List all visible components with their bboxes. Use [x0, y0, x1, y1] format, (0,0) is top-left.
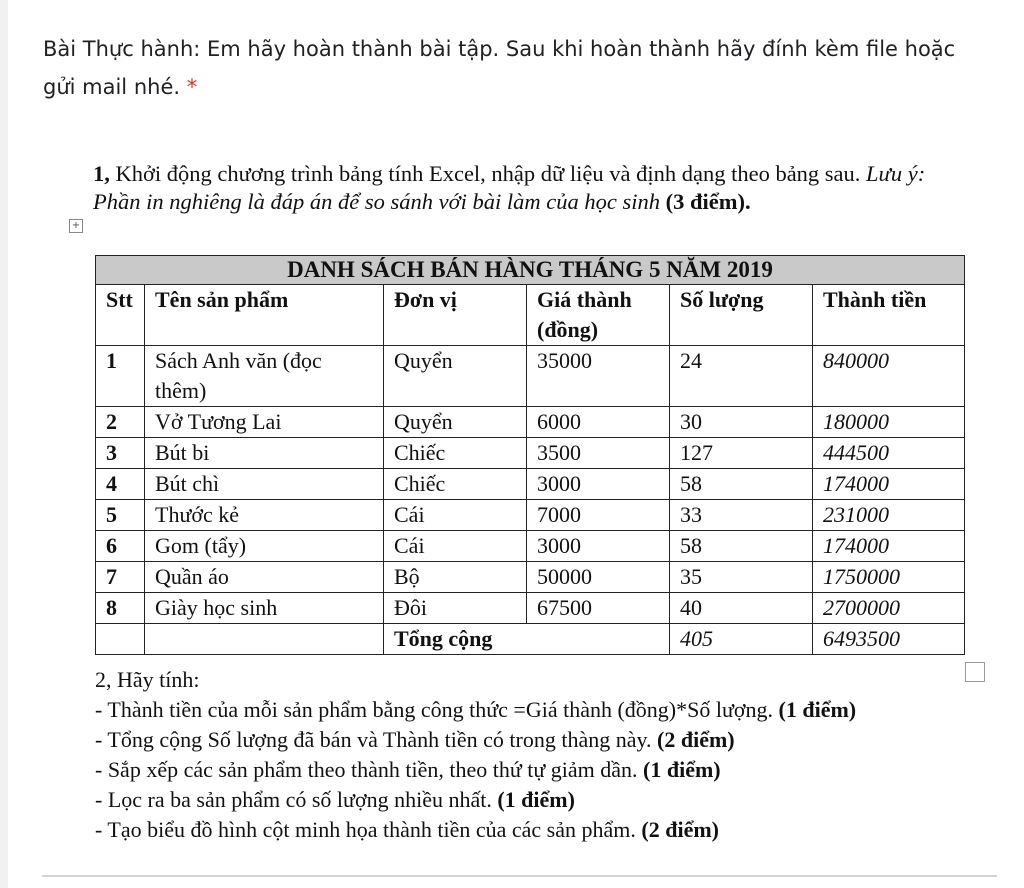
cell-total: 231000 — [813, 500, 965, 531]
intro-number: 1, — [93, 161, 110, 186]
task-points: (1 điểm) — [778, 697, 857, 722]
table-title: DANH SÁCH BÁN HÀNG THÁNG 5 NĂM 2019 — [96, 256, 965, 285]
table-move-handle-icon[interactable]: + — [69, 219, 83, 233]
cell-stt: 3 — [96, 438, 145, 469]
cell-stt: 4 — [96, 469, 145, 500]
cell-unit: Đôi — [384, 593, 527, 624]
cell-unit: Chiếc — [384, 469, 527, 500]
table-row — [96, 593, 965, 624]
cell-total: 2700000 — [813, 593, 965, 624]
table-row — [96, 500, 965, 531]
intro-note: Lưu ý: Phần in nghiêng là đáp án để so sánh với bài làm của học sinh — [93, 161, 926, 214]
cell-unit: Quyển — [384, 407, 527, 438]
task-item: - Thành tiền của mỗi sản phẩm bằng công thức =Giá thành (đồng)*Số lượng. (1 điểm) — [95, 697, 857, 722]
cell-name: Bút chì — [145, 469, 384, 500]
cell-qty: 40 — [670, 593, 813, 624]
cell-qty: 24 — [670, 346, 813, 407]
cell-stt: 7 — [96, 562, 145, 593]
header-name: Tên sản phẩm — [145, 285, 384, 346]
cell-total: 180000 — [813, 407, 965, 438]
cell-unit: Chiếc — [384, 438, 527, 469]
cell-unit: Bộ — [384, 562, 527, 593]
task-points: (2 điểm) — [641, 817, 719, 842]
task-points: (1 điểm) — [497, 787, 575, 812]
task-item: - Tổng cộng Số lượng đã bán và Thành tiền có trong thàng này. (2 điểm) — [95, 727, 735, 752]
table-row — [96, 531, 965, 562]
question-image — [71, 160, 970, 842]
total-label: Tổng cộng — [384, 624, 670, 655]
exercise-intro — [93, 160, 948, 216]
cell-unit: Quyển — [384, 346, 527, 407]
cell-qty: 35 — [670, 562, 813, 593]
cell-price: 67500 — [527, 593, 670, 624]
cell-name: Giày học sinh — [145, 593, 384, 624]
cell-stt: 8 — [96, 593, 145, 624]
cell-name: Bút bi — [145, 438, 384, 469]
table-row — [96, 562, 965, 593]
intro-text: Khởi động chương trình bảng tính Excel, nhập dữ liệu và định dạng theo bảng sau. — [109, 161, 867, 186]
task-item: - Tạo biểu đồ hình cột minh họa thành tiền của các sản phẩm. (2 điểm) — [95, 817, 719, 842]
cell-empty — [96, 624, 145, 655]
cell-stt: 5 — [96, 500, 145, 531]
cell-price: 35000 — [527, 346, 670, 407]
header-total: Thành tiền — [813, 285, 965, 346]
cell-total: 174000 — [813, 531, 965, 562]
cell-name: Thước kẻ — [145, 500, 384, 531]
cell-price: 7000 — [527, 500, 670, 531]
cell-name: Gom (tẩy) — [145, 531, 384, 562]
total-amount: 6493500 — [813, 624, 965, 655]
question-text: Bài Thực hành: Em hãy hoàn thành bài tập. Sau khi hoàn thành hãy đính kèm file hoặc gửi mail nhé. — [43, 37, 956, 99]
cell-total: 840000 — [813, 346, 965, 407]
tasks-section — [95, 665, 965, 845]
table-row — [96, 407, 965, 438]
cell-price: 3000 — [527, 469, 670, 500]
task-item: - Sắp xếp các sản phẩm theo thành tiền, theo thứ tự giảm dần. (1 điểm) — [95, 757, 721, 782]
question-title — [43, 30, 993, 106]
total-row — [96, 624, 965, 655]
cell-price: 3000 — [527, 531, 670, 562]
cell-qty: 30 — [670, 407, 813, 438]
cell-price: 50000 — [527, 562, 670, 593]
cell-total: 1750000 — [813, 562, 965, 593]
cell-name: Sách Anh văn (đọc thêm) — [145, 346, 384, 407]
tasks-heading: 2, Hãy tính: — [95, 667, 200, 692]
cell-name: Quần áo — [145, 562, 384, 593]
task-points: (1 điểm) — [643, 757, 721, 782]
cell-total: 444500 — [813, 438, 965, 469]
cell-empty — [145, 624, 384, 655]
intro-points: (3 điểm). — [659, 189, 751, 214]
cell-total: 174000 — [813, 469, 965, 500]
table-resize-handle-icon[interactable] — [965, 662, 985, 682]
required-asterisk: * — [186, 75, 198, 99]
table-row — [96, 469, 965, 500]
table-row — [96, 346, 965, 407]
header-qty: Số lượng — [670, 285, 813, 346]
header-stt: Stt — [96, 285, 145, 346]
cell-qty: 127 — [670, 438, 813, 469]
cell-price: 6000 — [527, 407, 670, 438]
cell-qty: 58 — [670, 469, 813, 500]
task-points: (2 điểm) — [657, 727, 735, 752]
cell-stt: 1 — [96, 346, 145, 407]
header-unit: Đơn vị — [384, 285, 527, 346]
cell-name: Vở Tương Lai — [145, 407, 384, 438]
total-qty: 405 — [670, 624, 813, 655]
cell-stt: 2 — [96, 407, 145, 438]
cell-qty: 33 — [670, 500, 813, 531]
table-row — [96, 438, 965, 469]
cell-unit: Cái — [384, 531, 527, 562]
task-item: - Lọc ra ba sản phẩm có số lượng nhiều nhất. (1 điểm) — [95, 787, 575, 812]
header-price: Giá thành (đồng) — [527, 285, 670, 346]
cell-stt: 6 — [96, 531, 145, 562]
cell-qty: 58 — [670, 531, 813, 562]
cell-price: 3500 — [527, 438, 670, 469]
cell-unit: Cái — [384, 500, 527, 531]
divider — [42, 875, 997, 877]
sales-table — [95, 255, 965, 655]
